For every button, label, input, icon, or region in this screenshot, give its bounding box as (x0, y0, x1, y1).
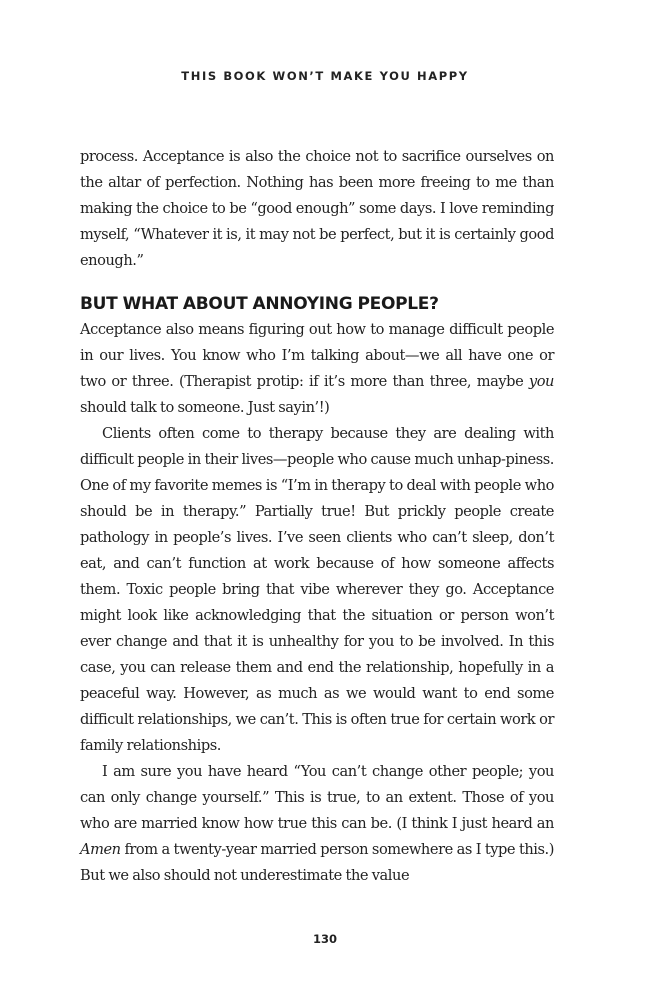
emphasis-amen: Amen (80, 841, 121, 858)
paragraph-acceptance (80, 317, 554, 421)
paragraph-text: I am sure you have heard “You can’t change other people; you can only change yourself.” This is true, to an extent. Those of you who are married know how true this can be. (I think I just heard an (80, 763, 554, 832)
body-text (80, 144, 554, 889)
paragraph-change-others (80, 759, 554, 889)
paragraph-text: from a twenty-year married person somewhere as I type this.) But we also should not underestimate the value (80, 841, 554, 884)
running-header: THIS BOOK WON’T MAKE YOU HAPPY (181, 69, 469, 83)
emphasis-you: you (528, 373, 554, 390)
paragraph-text: Acceptance also means figuring out how to manage difficult people in our lives. You know who I’m talking about—we all have one or two or three. (Therapist protip: if it’s more than three, maybe (80, 321, 554, 390)
paragraph-clients: Clients often come to therapy because they are dealing with difficult people in their lives—people who cause much unhap-piness. One of my favorite memes is “I’m in therapy to deal with people who should be in therapy.” Partially true! But prickly people create pathology in people’s lives. I’ve seen clients who can’t sleep, don’t eat, and can’t function at work because of how someone affects them. Toxic people bring that vibe wherever they go. Acceptance might look like acknowledging that the situation or person won’t ever change and that it is unhealthy for you to be involved. In this case, you can release them and end the relationship, hopefully in a peaceful way. However, as much as we would want to end some difficult relationships, we can’t. This is often true for certain work or family relationships. (80, 425, 554, 754)
paragraph-text: should talk to someone. Just sayin’!) (80, 399, 330, 416)
section-heading: BUT WHAT ABOUT ANNOYING PEOPLE? (80, 294, 439, 314)
paragraph-continuation: process. Acceptance is also the choice not to sacrifice ourselves on the altar of perfection. Nothing has been more freeing to me than making the choice to be “good enough” some days. I love reminding myself, “Whatever it is, it may not be perfect, but it is certainly good enough.” (80, 148, 554, 269)
section-spacer (80, 274, 554, 291)
page-number: 130 (312, 932, 337, 946)
